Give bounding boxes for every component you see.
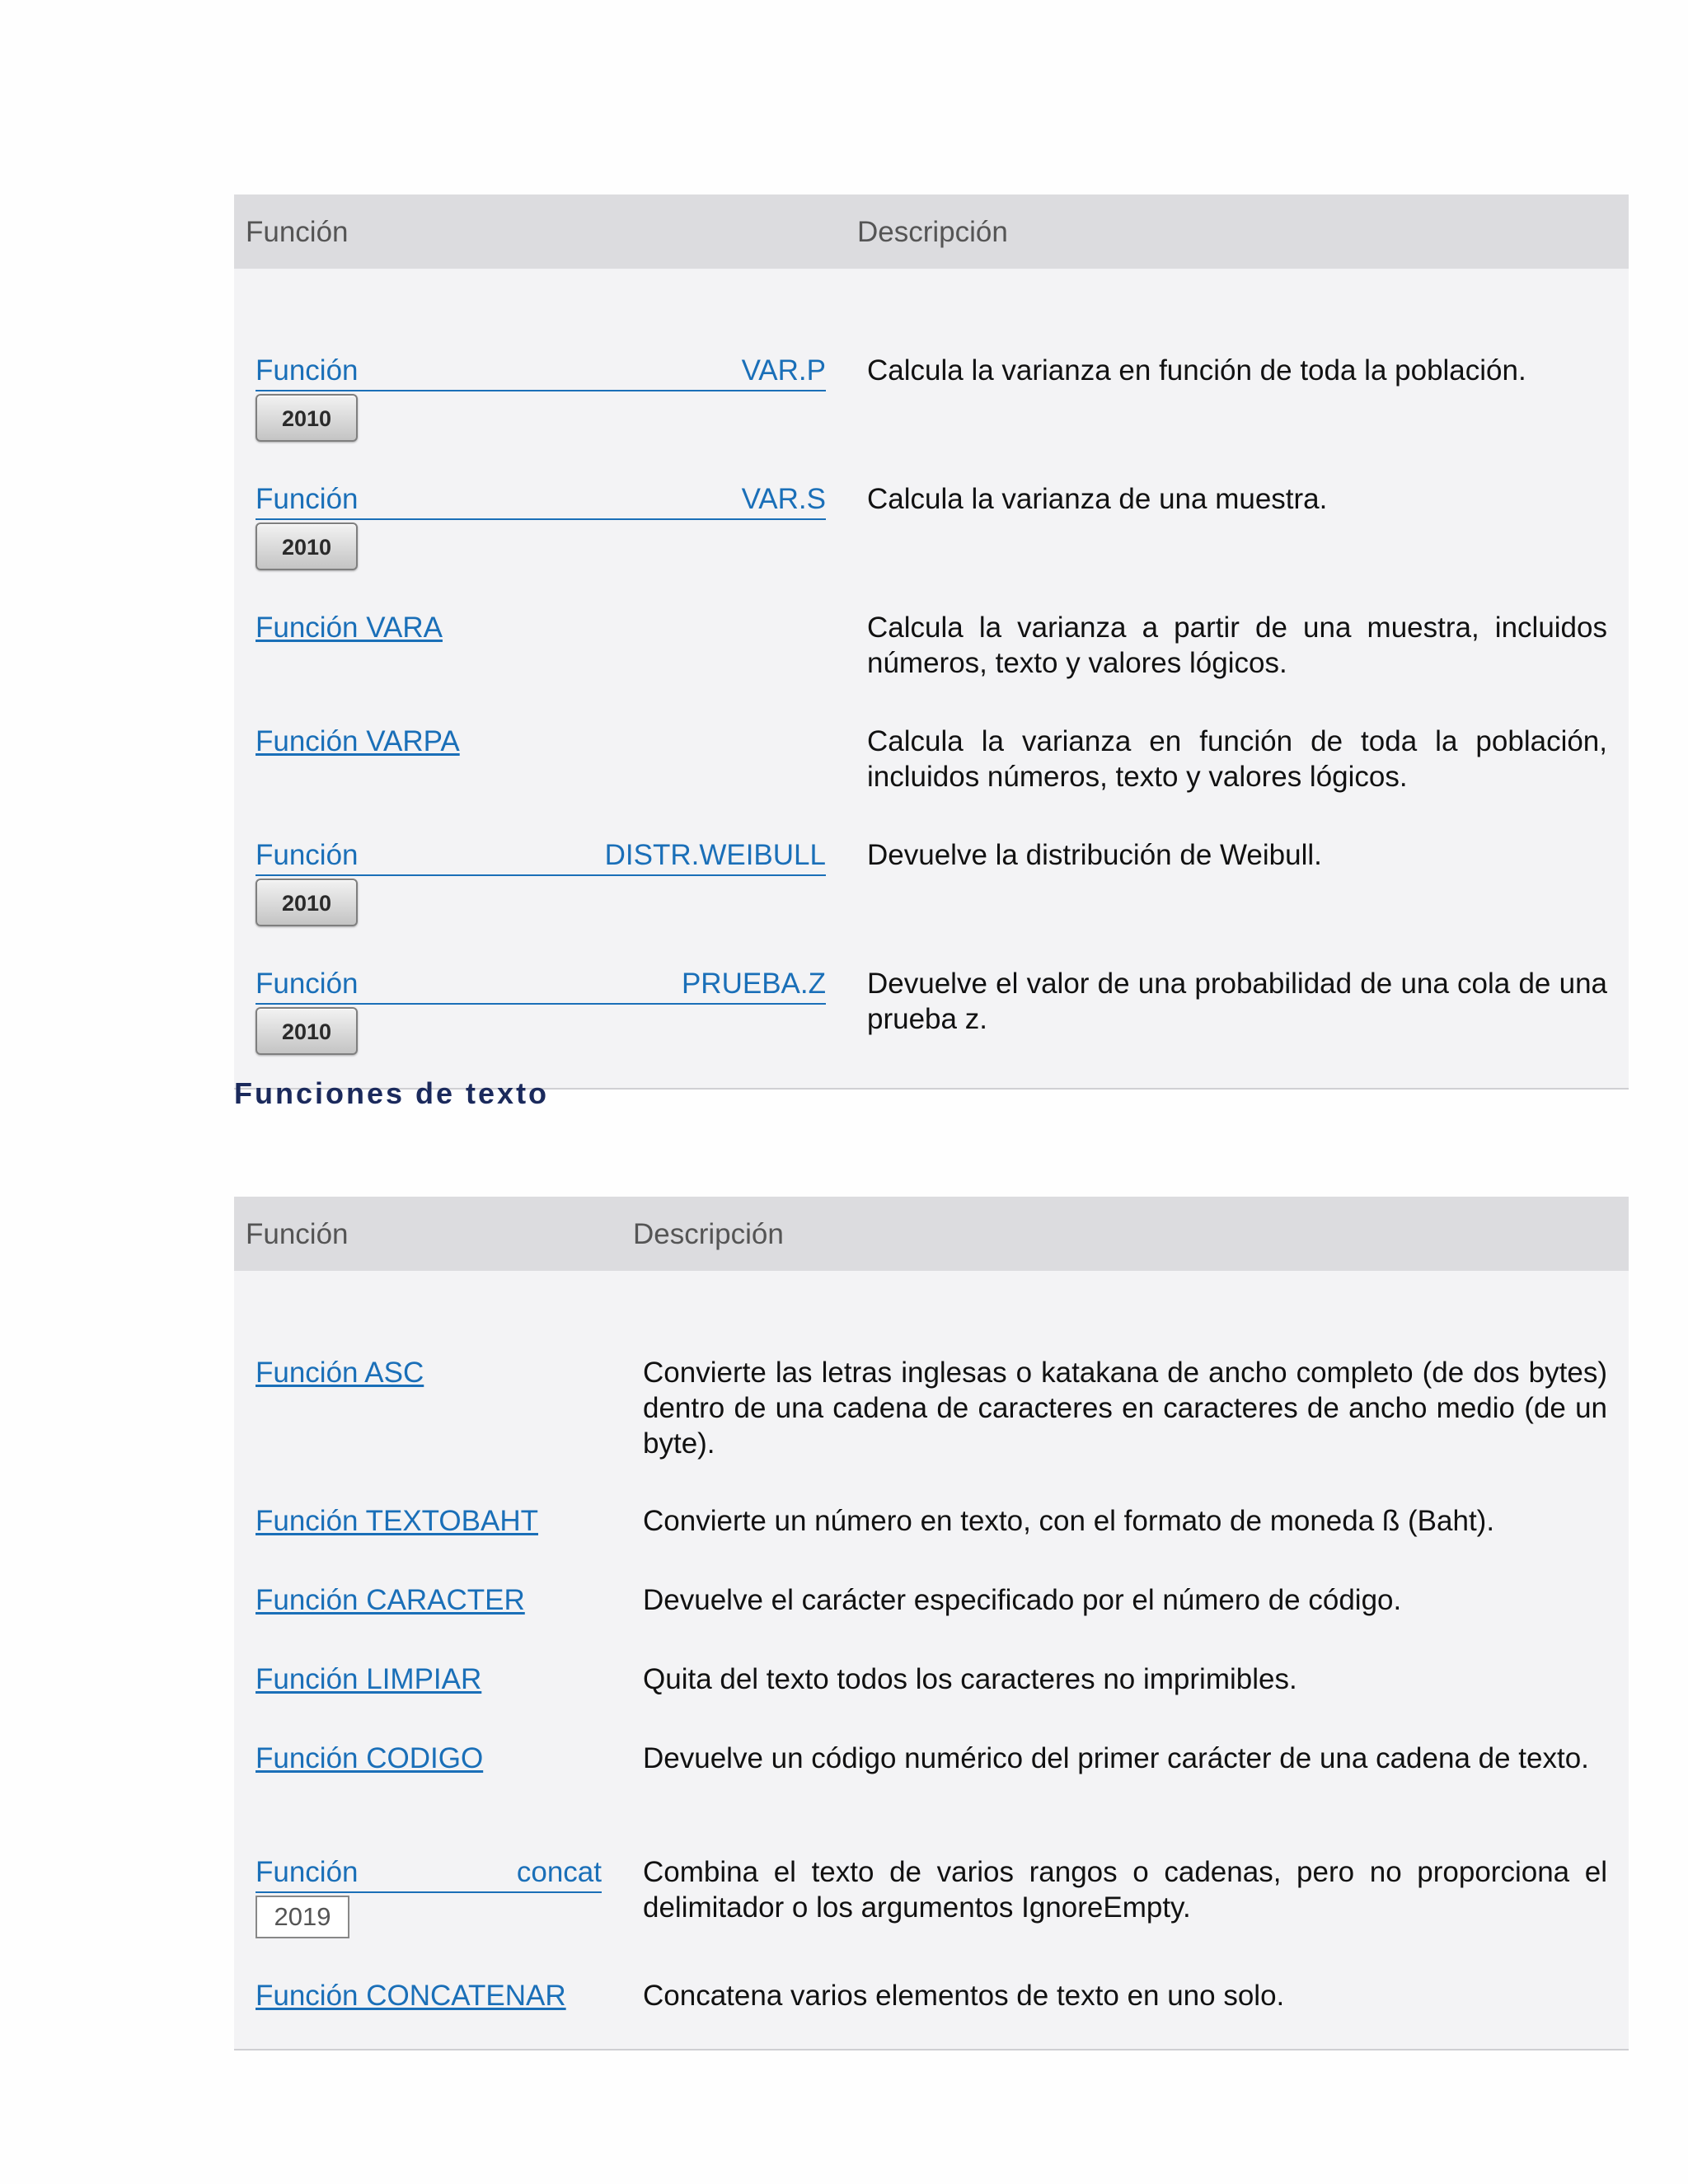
function-description: Concatena varios elementos de texto en uno solo. <box>643 1980 1285 2012</box>
function-link-limpiar[interactable]: Función LIMPIAR <box>256 1663 482 1695</box>
function-link-distr-weibull[interactable]: Función DISTR.WEIBULL <box>256 837 826 876</box>
function-description: Devuelve un código numérico del primer carácter de una cadena de texto. <box>643 1742 1589 1774</box>
function-link-var-p[interactable]: Función VAR.P <box>256 353 826 391</box>
version-badge: 2010 <box>256 879 358 926</box>
function-description: Devuelve la distribución de Weibull. <box>867 839 1322 871</box>
function-link-caracter[interactable]: Función CARACTER <box>256 1584 525 1616</box>
statistical-functions-table <box>234 194 1629 1090</box>
function-description: Quita del texto todos los caracteres no imprimibles. <box>643 1663 1297 1695</box>
table-body <box>234 269 1629 1090</box>
function-link-codigo[interactable]: Función CODIGO <box>256 1742 484 1774</box>
version-badge: 2019 <box>256 1896 349 1938</box>
function-description: Calcula la varianza a partir de una muestra, incluidos números, texto y valores lógicos. <box>867 612 1607 679</box>
function-link-asc[interactable]: Función ASC <box>256 1357 424 1389</box>
function-description: Calcula la varianza en función de toda la población, incluidos números, texto y valores lógicos. <box>867 725 1607 793</box>
function-description: Convierte las letras inglesas o katakana de ancho completo (de dos bytes) dentro de una cadena de caracteres en caracteres de ancho medio (de un byte). <box>643 1357 1607 1460</box>
function-link-textobaht[interactable]: Función TEXTOBAHT <box>256 1505 538 1537</box>
section-title: Funciones de texto <box>234 1076 550 1110</box>
version-badge: 2010 <box>256 1007 358 1055</box>
table-header <box>234 1197 1629 1271</box>
version-badge: 2010 <box>256 523 358 570</box>
function-link-concatenar[interactable]: Función CONCATENAR <box>256 1980 566 2012</box>
function-description: Combina el texto de varios rangos o cadenas, pero no proporciona el delimitador o los argumentos IgnoreEmpty. <box>643 1856 1607 1924</box>
header-function: Función <box>246 216 349 248</box>
table-header <box>234 194 1629 269</box>
header-description: Descripción <box>857 216 1008 248</box>
function-description: Calcula la varianza de una muestra. <box>867 483 1328 515</box>
function-link-var-s[interactable]: Función VAR.S <box>256 481 826 520</box>
function-link-concat[interactable]: Función concat <box>256 1854 602 1893</box>
function-description: Convierte un número en texto, con el formato de moneda ß (Baht). <box>643 1505 1495 1537</box>
version-badge: 2010 <box>256 394 358 442</box>
function-description: Devuelve el valor de una probabilidad de una cola de una prueba z. <box>867 968 1607 1035</box>
header-function: Función <box>246 1218 349 1250</box>
function-link-varpa[interactable]: Función VARPA <box>256 725 460 757</box>
header-description: Descripción <box>633 1218 784 1250</box>
function-description: Devuelve el carácter especificado por el número de código. <box>643 1584 1402 1616</box>
function-description: Calcula la varianza en función de toda la población. <box>867 354 1526 387</box>
function-link-prueba-z[interactable]: Función PRUEBA.Z <box>256 966 826 1005</box>
function-link-vara[interactable]: Función VARA <box>256 612 443 644</box>
table-body <box>234 1271 1629 2050</box>
text-functions-table <box>234 1197 1629 2050</box>
